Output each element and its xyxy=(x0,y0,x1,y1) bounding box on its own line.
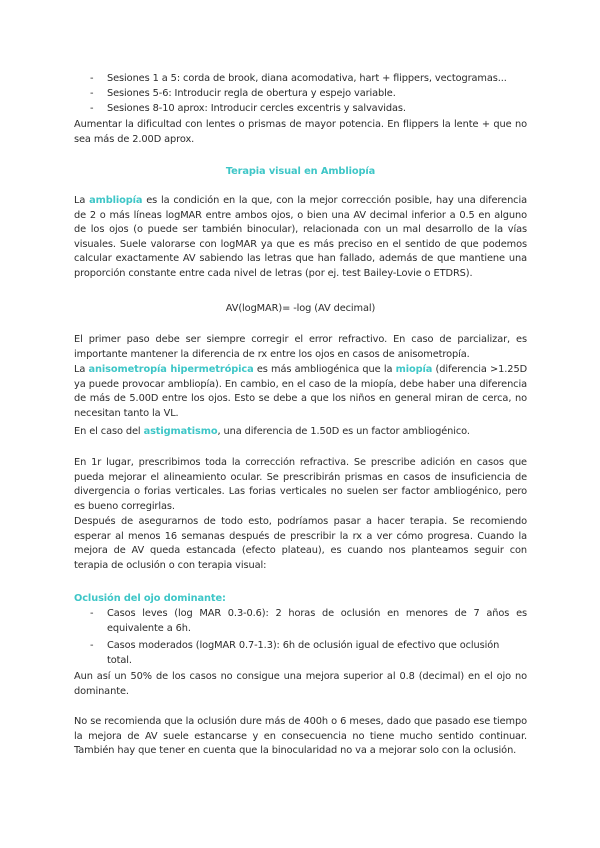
text-run: es la condición en la que, con la mejor corrección posible, hay una diferencia de 2 o más líneas logMAR entre ambos ojos, o bien una AV decimal inferior a 0.5 en alguno de los ojos (o puede ser también binocular), relacionada con un mal desarrollo de la vías visuales. Suele valorarse con logMAR ya que es más preciso en el sentido de que podemos calcular exactamente AV sabiendo las letras que han fallado, además de que mantiene una proporción constante entre cada nivel de letras (por ej. test Bailey-Lovie o ETDRS). xyxy=(74,195,527,279)
list-item-text: Sesiones 5-6: Introducir regla de obertura y espejo variable. xyxy=(107,88,396,99)
list-item xyxy=(90,639,527,668)
section-heading: Terapia visual en Ambliopía xyxy=(225,166,376,177)
formula: AV(logMAR)= -log (AV decimal) xyxy=(225,303,376,314)
paragraph-terapia: Después de asegurarnos de todo esto, podríamos pasar a hacer terapia. Se recomiendo esperar al menos 16 semanas después de prescribir la rx a ver cómo progresa. Cuando la mejora de AV queda estancada (efecto plateau), es cuando nos planteamos seguir con terapia de oclusión o con terapia visual: xyxy=(74,516,527,571)
term-anisometropia: anisometropía hipermetrópica xyxy=(88,364,254,375)
paragraph-anisometropia xyxy=(74,363,527,421)
text-run: En el caso del xyxy=(74,426,144,437)
paragraph-resultado: Aun así un 50% de los casos no consigue una mejora superior al 0.8 (decimal) en el ojo no dominante. xyxy=(74,671,527,697)
list-dash: - xyxy=(90,88,94,99)
list-item-text: Casos moderados (logMAR 0.7-1.3): 6h de oclusión igual de efectivo que oclusión total. xyxy=(107,640,500,666)
term-ambliopia: ambliopía xyxy=(89,195,143,206)
paragraph-error-refractivo: El primer paso debe ser siempre corregir el error refractivo. En caso de parcializar, es importante mantener la diferencia de rx entre los ojos en casos de anisometropía. xyxy=(74,334,527,360)
list-dash: - xyxy=(90,640,94,651)
list-dash: - xyxy=(90,73,94,84)
term-miopia: miopía xyxy=(395,364,433,375)
list-item xyxy=(90,72,527,87)
paragraph-astigmatismo xyxy=(74,425,527,440)
paragraph-dificultad: Aumentar la dificultad con lentes o prismas de mayor potencia. En flippers la lente + que no sea más de 2.00D aprox. xyxy=(74,119,527,145)
list-item xyxy=(90,87,527,102)
list-dash: - xyxy=(90,103,94,114)
subheading-oclusion: Oclusión del ojo dominante: xyxy=(74,593,226,604)
list-item-text: Sesiones 8-10 aprox: Introducir cercles excentris y salvavidas. xyxy=(107,103,406,114)
list-item xyxy=(90,102,527,117)
list-item xyxy=(90,607,527,636)
paragraph-ambliopia xyxy=(74,194,527,282)
text-run: La xyxy=(74,364,89,375)
paragraph-duracion: No se recomienda que la oclusión dure más de 400h o 6 meses, dado que pasado ese tiempo la mejora de AV suele estancarse y en consecuencia no tiene mucho sentido continuar. También hay que tener en cuenta que la binocularidad no va a mejorar solo con la oclusión. xyxy=(74,716,527,757)
paragraph-prescripcion: En 1r lugar, prescribimos toda la corrección refractiva. Se prescribe adición en casos que pueda mejorar el alineamiento ocular. Se prescribirán prismas en casos de insuficiencia de divergencia o forias verticales. Las forias verticales no suelen ser factor ambliogénico, pero es bueno corregirlas. xyxy=(74,457,527,512)
text-run: La xyxy=(74,195,90,206)
list-item-text: Sesiones 1 a 5: corda de brook, diana acomodativa, hart + flippers, vectogramas... xyxy=(107,73,507,84)
term-astigmatismo: astigmatismo xyxy=(143,426,218,437)
list-item-text: Casos leves (log MAR 0.3-0.6): 2 horas de oclusión en menores de 7 años es equivalente a 6h. xyxy=(107,608,527,634)
list-dash: - xyxy=(90,608,94,619)
text-run: (diferencia >1.25D ya puede provocar ambliopía). En cambio, en el caso de la miopía, debe haber una diferencia de más de 5.00D entre los ojos. Esto se debe a que los niños en general miran de cerca, no necesitan tanto la VL. xyxy=(74,364,528,419)
text-run: es más ambliogénica que la xyxy=(253,364,396,375)
text-run: , una diferencia de 1.50D es un factor ambliogénico. xyxy=(217,426,470,437)
